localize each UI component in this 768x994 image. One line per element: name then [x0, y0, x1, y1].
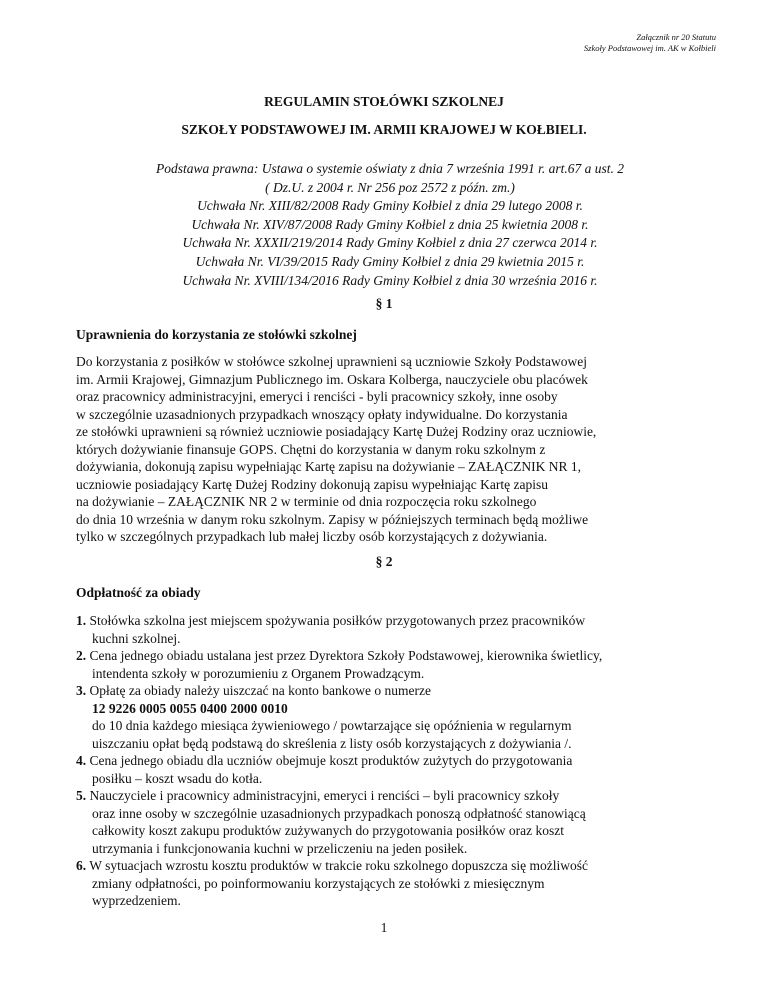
legal-basis-line: Uchwała Nr. XVIII/134/2016 Rady Gminy Kołbiel z dnia 30 września 2016 r.	[182, 272, 598, 288]
body-line: w szczególnie uzasadnionych przypadkach wnoszący opłaty indywidualne. Do korzystania	[76, 406, 568, 422]
document-title-line2: SZKOŁY PODSTAWOWEJ IM. ARMII KRAJOWEJ W KOŁBIELI.	[181, 122, 587, 137]
attachment-note-line2: Szkoły Podstawowej im. AK w Kołbieli	[583, 43, 716, 53]
section-1-body	[76, 353, 716, 546]
item-text: Cena jednego obiadu ustalana jest przez Dyrektora Szkoły Podstawowej, kierownika świetlicy,	[89, 648, 603, 663]
item-text: do 10 dnia każdego miesiąca żywieniowego / powtarzające się opóźnienia w regularnym	[92, 718, 572, 733]
section-1-heading: Uprawnienia do korzystania ze stołówki szkolnej	[76, 327, 357, 342]
list-item	[76, 857, 716, 910]
body-line: ze stołówki uprawnieni są również uczniowie posiadający Kartę Dużej Rodziny oraz uczniowie,	[76, 424, 597, 439]
item-number: 4.	[76, 753, 87, 768]
item-number: 1.	[76, 613, 87, 628]
item-text: Stołówka szkolna jest miejscem spożywania posiłków przygotowanych przez pracowników	[89, 613, 586, 628]
list-item	[76, 752, 716, 787]
item-text: Cena jednego obiadu dla uczniów obejmuje koszt produktów zużytych do przygotowania	[89, 753, 573, 768]
item-text: Opłatę za obiady należy uiszczać na konto bankowe o numerze	[89, 683, 431, 698]
item-text: wyprzedzeniem.	[92, 893, 181, 908]
item-text: intendenta szkoły w porozumieniu z Organem Prowadzącym.	[92, 665, 425, 681]
body-line: uczniowie posiadający Kartę Dużej Rodziny dokonują zapisu wypełniając Kartę zapisu	[76, 476, 548, 492]
item-text: W sytuacjach wzrostu kosztu produktów w trakcie roku szkolnego dopuszcza się możliwość	[89, 858, 589, 873]
item-number: 3.	[76, 683, 87, 698]
legal-basis-line: Uchwała Nr. VI/39/2015 Rady Gminy Kołbiel z dnia 29 kwietnia 2015 r.	[195, 253, 585, 269]
item-text: uiszczaniu opłat będą podstawą do skreślenia z listy osób korzystających z dożywiania /.	[92, 735, 572, 751]
item-text: posiłku – koszt wsadu do kotła.	[92, 770, 263, 786]
list-item	[76, 787, 716, 857]
list-item	[76, 647, 716, 682]
document-title-line1: REGULAMIN STOŁÓWKI SZKOLNEJ	[264, 94, 504, 109]
body-line: dożywiania, dokonują zapisu wypełniając Kartę zapisu na dożywianie – ZAŁĄCZNIK NR 1,	[76, 459, 581, 474]
legal-basis	[60, 160, 720, 290]
section-1-sign: § 1	[375, 296, 393, 311]
legal-basis-line: Podstawa prawna: Ustawa o systemie oświaty z dnia 7 września 1991 r. art.67 a ust. 2	[155, 161, 625, 176]
body-line: których dożywianie finansuje GOPS. Chętni do korzystania w danym roku szkolnym z	[76, 441, 546, 457]
body-line: im. Armii Krajowej, Gimnazjum Publicznego im. Oskara Kolberga, nauczyciele obu placówek	[76, 371, 588, 387]
fee-rules-list	[76, 612, 716, 910]
body-line: Do korzystania z posiłków w stołówce szkolnej uprawnieni są uczniowie Szkoły Podstawowej	[76, 354, 588, 369]
item-text: zmiany odpłatności, po poinformowaniu korzystających ze stołówki z miesięcznym	[92, 875, 545, 891]
body-line: do dnia 10 września w danym roku szkolnym. Zapisy w późniejszych terminach będą możliwe	[76, 511, 589, 527]
item-number: 5.	[76, 788, 87, 803]
item-text: kuchni szkolnej.	[92, 630, 181, 646]
item-text: oraz inne osoby w szczególnie uzasadnionych przypadkach ponoszą odpłatność stanowiącą	[92, 805, 586, 821]
list-item	[76, 612, 716, 647]
legal-basis-line: Uchwała Nr. XIV/87/2008 Rady Gminy Kołbiel z dnia 25 kwietnia 2008 r.	[191, 216, 589, 232]
attachment-note	[584, 32, 716, 54]
item-number: 6.	[76, 858, 87, 873]
body-line: tylko w szczególnych przypadkach lub małej liczby osób korzystających z dożywiania.	[76, 529, 548, 544]
attachment-note-line1: Załącznik nr 20 Statutu	[636, 32, 716, 42]
section-2-sign: § 2	[375, 554, 393, 569]
list-item	[76, 682, 716, 752]
legal-basis-line: ( Dz.U. z 2004 r. Nr 256 poz 2572 z późn. zm.)	[265, 179, 515, 195]
body-line: na dożywianie – ZAŁĄCZNIK NR 2 w terminie od dnia rozpoczęcia roku szkolnego	[76, 494, 537, 509]
page-number: 1	[380, 920, 388, 935]
bank-account-number: 12 9226 0005 0055 0400 2000 0010	[92, 700, 288, 716]
section-2-heading: Odpłatność za obiady	[76, 585, 201, 600]
legal-basis-line: Uchwała Nr. XXXII/219/2014 Rady Gminy Kołbiel z dnia 27 czerwca 2014 r.	[182, 235, 598, 251]
body-line: oraz pracownicy administracyjni, emeryci i renciści - byli pracownicy szkoły, inne osoby	[76, 389, 558, 404]
item-text: Nauczyciele i pracownicy administracyjni, emeryci i renciści – byli pracownicy szkoły	[89, 788, 560, 803]
item-text: całkowity koszt zakupu produktów zużywanych do przygotowania posiłków oraz koszt	[92, 823, 565, 838]
legal-basis-line: Uchwała Nr. XIII/82/2008 Rady Gminy Kołbiel z dnia 29 lutego 2008 r.	[197, 198, 583, 214]
item-number: 2.	[76, 648, 87, 663]
item-text: utrzymania i funkcjonowania kuchni w przeliczeniu na jeden posiłek.	[92, 840, 468, 856]
